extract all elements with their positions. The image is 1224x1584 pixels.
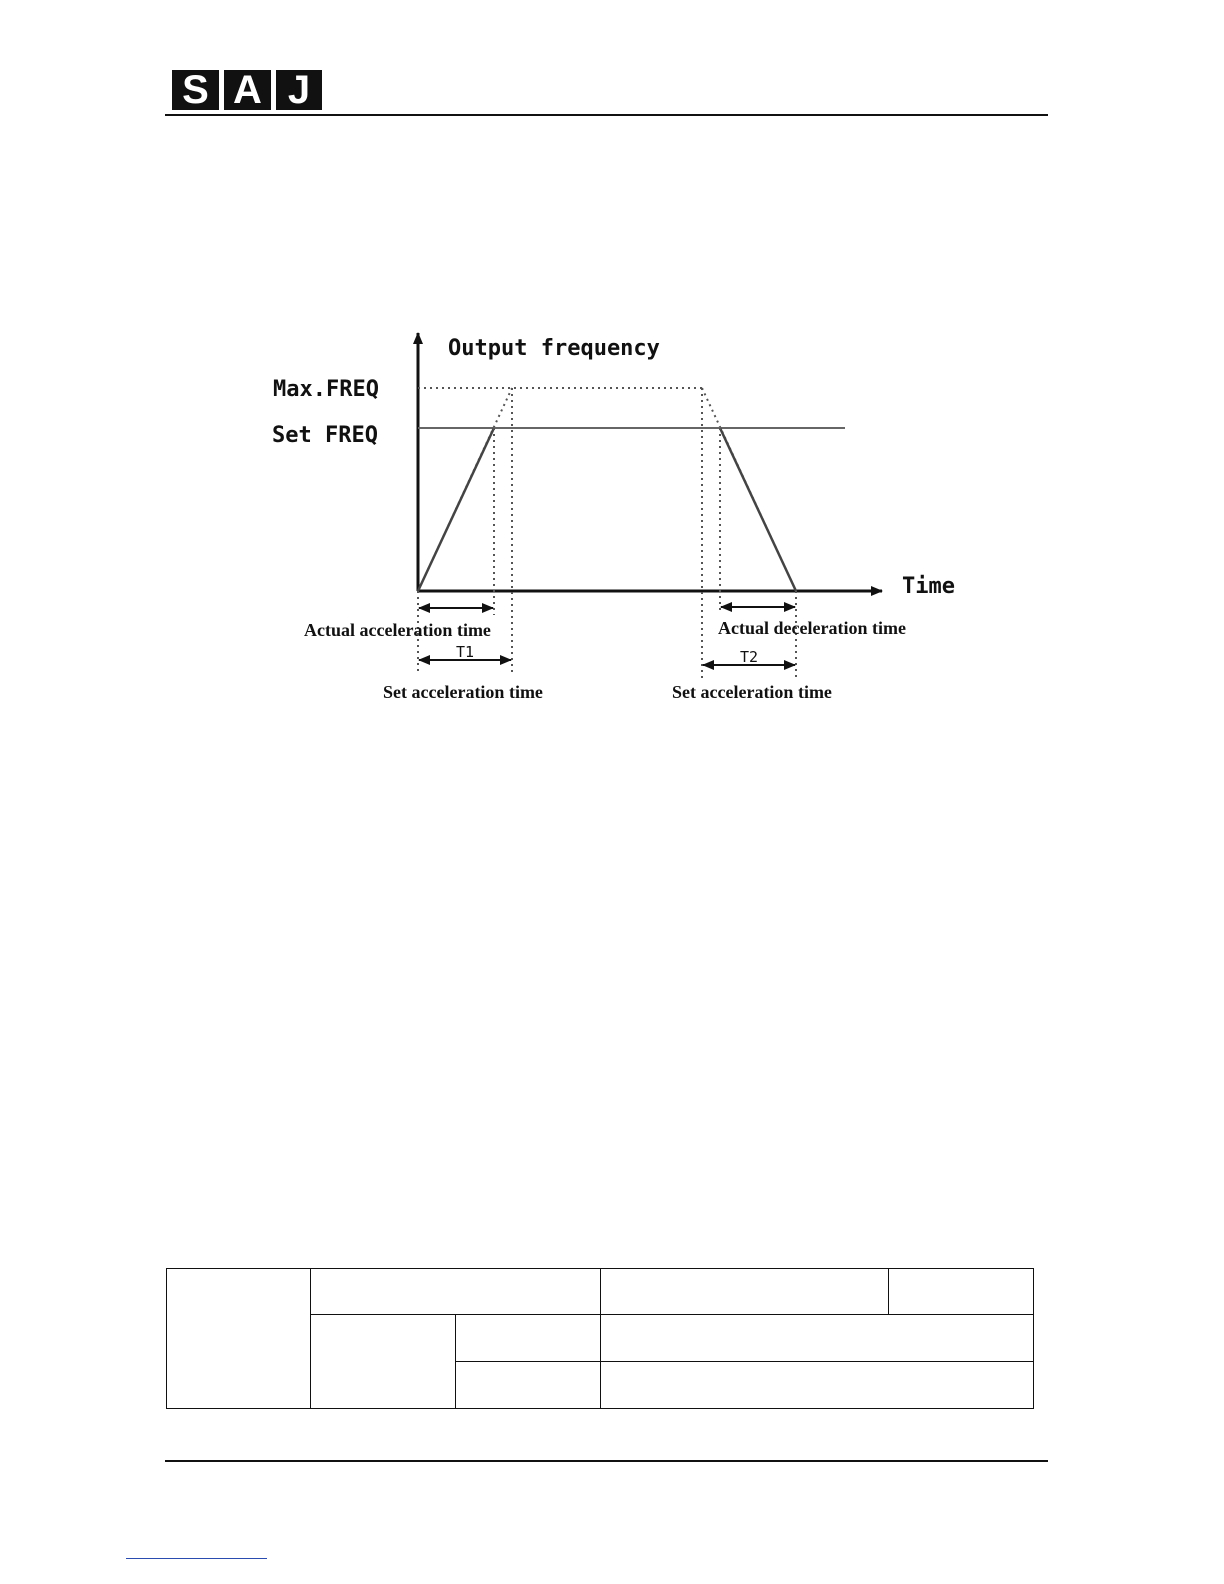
- actual-decel-label: Actual deceleration time: [718, 618, 906, 638]
- table-cell: [311, 1269, 601, 1315]
- diagram-svg: [250, 315, 980, 715]
- set-freq-label: Set FREQ: [272, 423, 378, 448]
- accel-decel-diagram: [250, 315, 980, 715]
- set-accel-label-left: Set acceleration time: [383, 682, 543, 702]
- logo-letter-s: S: [172, 70, 219, 110]
- y-axis-label: Output frequency: [448, 336, 660, 361]
- footer-divider: [165, 1460, 1048, 1462]
- x-axis-label: Time: [902, 574, 955, 599]
- actual-accel-label: Actual acceleration time: [304, 620, 491, 640]
- table-cell: [601, 1269, 889, 1315]
- table-cell: [167, 1269, 311, 1409]
- table-cell: [456, 1362, 601, 1409]
- footer-link-underline: [126, 1558, 267, 1559]
- t1-label: T1: [456, 643, 475, 661]
- table-cell: [889, 1269, 1034, 1315]
- logo-letter-j: J: [276, 70, 322, 110]
- t2-label: T2: [740, 648, 759, 666]
- table-cell: [456, 1315, 601, 1362]
- table-row: [167, 1269, 1034, 1315]
- header-divider: [165, 114, 1048, 116]
- set-accel-label-right: Set acceleration time: [672, 682, 832, 702]
- actual-accel-slope: [418, 428, 494, 591]
- table-cell: [311, 1315, 456, 1409]
- max-freq-label: Max.FREQ: [273, 377, 379, 402]
- parameter-table: [166, 1268, 1034, 1409]
- logo-letter-a: A: [224, 70, 271, 110]
- table-cell: [601, 1362, 1034, 1409]
- table-cell: [601, 1315, 1034, 1362]
- actual-decel-slope: [720, 428, 796, 591]
- saj-logo: [172, 70, 322, 110]
